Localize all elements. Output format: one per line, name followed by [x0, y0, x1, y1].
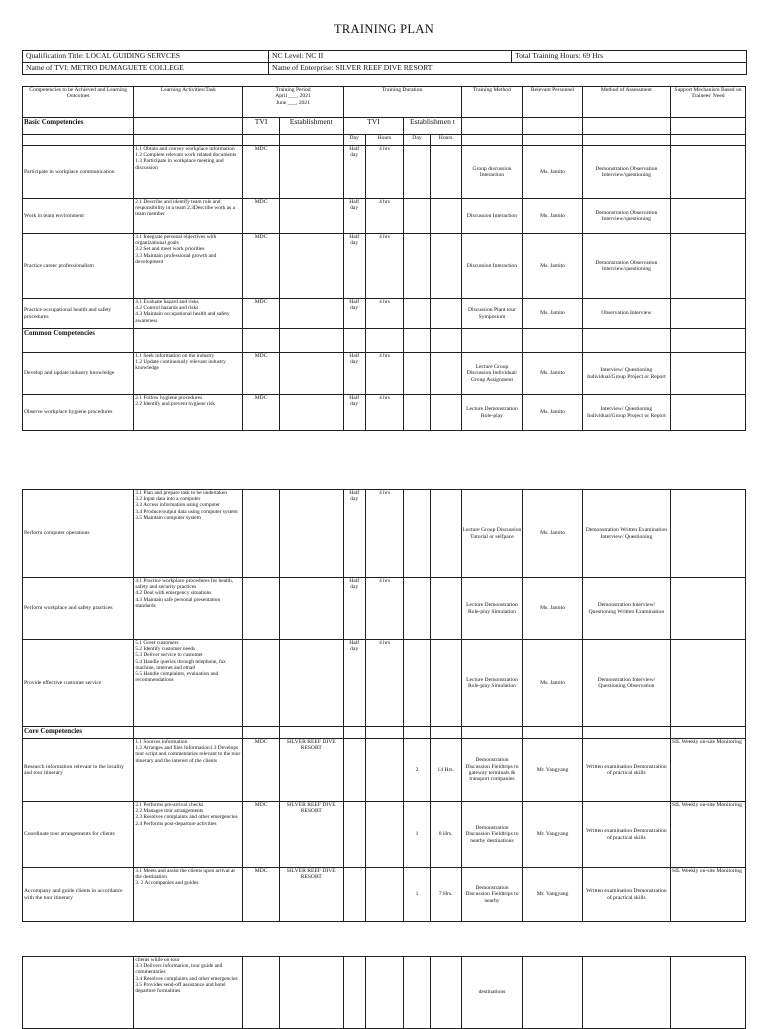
plan-row [23, 199, 746, 234]
assessment-method-cell: Written examination Demonstration of practical skills [582, 802, 670, 868]
learning-activities-cell: 3.1 Meets and assist the clients upon arrival at the destination 3. 2 Accompanies and guides [134, 868, 243, 922]
tvi-day-cell: Half day [343, 299, 365, 329]
training-method-cell: Group discussion Interaction [461, 146, 523, 199]
support-mechanism-cell: SIL Weekly on-site Monitoring [670, 802, 745, 868]
tvi-hours-cell [365, 957, 404, 1029]
subheader-hours: Hours [365, 135, 404, 146]
support-mechanism-cell [670, 490, 745, 578]
support-mechanism-cell [670, 578, 745, 640]
establishment-hours-cell [430, 199, 461, 234]
assessment-method-cell: Demonstration Observation Interview/questioning [582, 146, 670, 199]
assessment-method-cell: Demonstration Interview/ Questioning Written Examination [582, 578, 670, 640]
plan-row [23, 578, 746, 640]
learning-activities-cell: 4.1 Practice workplace procedures for health, safety and security practices 4.2 Deal with emergency situations 4.3 Maintain safe personal presentation standards [134, 578, 243, 640]
header-training-duration: Training Duration [343, 87, 461, 118]
subheader-duration-tvi: TVI [343, 118, 404, 135]
header-relevant-personnel: Relevant Personnel [523, 87, 583, 118]
training-period-establishment-cell: SILVER REEF DIVE RESORT [279, 739, 343, 802]
competency-cell: Research information relevant to the locality and tour itinerary [23, 739, 134, 802]
support-mechanism-cell: SIL Weekly on-site Monitoring [670, 739, 745, 802]
establishment-day-cell [404, 490, 430, 578]
relevant-personnel-cell: Ms. Jamito [523, 199, 583, 234]
establishment-hours-cell [430, 299, 461, 329]
subheader-day: Day [343, 135, 365, 146]
learning-activities-cell: 1.1 Sources information 1.2 Arranges and files Information1.3 Develops tour script and commentaries relevant to the tour itinerary and the interest of the clients [134, 739, 243, 802]
establishment-day-cell: 1 [404, 868, 430, 922]
support-mechanism-cell [670, 146, 745, 199]
training-method-cell: Lecture Demonstration Role-play [461, 395, 523, 431]
tvi-hours-cell: 4 hrs [365, 640, 404, 727]
relevant-personnel-cell: Ms. Jamito [523, 146, 583, 199]
plan-row [23, 234, 746, 299]
establishment-hours-cell [430, 146, 461, 199]
tvi-day-cell [343, 868, 365, 922]
competency-cell: Practice occupational health and safety procedures [23, 299, 134, 329]
learning-activities-cell: 3.1 Integrate personal objectives with organizational goals 3.2 Set and meet work priorities 3.3 Maintain professional growth and development [134, 234, 243, 299]
training-period-establishment-cell [279, 957, 343, 1029]
establishment-hours-cell [430, 234, 461, 299]
establishment-day-cell [404, 199, 430, 234]
tvi-day-cell: Half day [343, 234, 365, 299]
plan-row [23, 739, 746, 802]
training-method-cell: Lecture Group Discussion Individual/ Group Assignment [461, 353, 523, 395]
training-period-tvi-cell: MDC [243, 739, 279, 802]
assessment-method-cell: Demonstration Observation Interview/questioning [582, 199, 670, 234]
subheader-establishment: Establishment [279, 118, 343, 135]
tvi-hours-cell [365, 868, 404, 922]
support-mechanism-cell [670, 395, 745, 431]
relevant-personnel-cell: Mr. Yangyang [523, 868, 583, 922]
establishment-day-cell [404, 395, 430, 431]
establishment-hours-cell [430, 490, 461, 578]
tvi-day-cell: Half day [343, 395, 365, 431]
plan-row [23, 299, 746, 329]
support-mechanism-cell [670, 234, 745, 299]
header-training-period: Training Period April ___, 2021 June ___, 2021 [243, 87, 343, 118]
nc-level: NC Level: NC II [269, 51, 512, 63]
support-mechanism-cell [670, 957, 745, 1029]
tvi-hours-cell [365, 802, 404, 868]
learning-activities-cell: 5.1 Greet customers 5.2 Identify customer needs 5.3 Deliver service to customer 5.4 Handle queries through telephone, fax machine, internet and email 5.5 Handle complaints, evaluation and recommendations [134, 640, 243, 727]
support-mechanism-cell [670, 199, 745, 234]
tvi-name: Name of TVI: METRO DUMAGUETE COLLEGE [23, 63, 269, 75]
training-period-tvi-cell: MDC [243, 353, 279, 395]
training-period-establishment-cell [279, 353, 343, 395]
relevant-personnel-cell [523, 957, 583, 1029]
assessment-method-cell: Interview/ Questioning Individual/Group Project or Report [582, 353, 670, 395]
tvi-hours-cell: 4 hrs [365, 234, 404, 299]
plan-row [23, 868, 746, 922]
training-method-cell: Lecture Demonstration Role-play Simulation [461, 578, 523, 640]
subheader-day: Day [404, 135, 430, 146]
tvi-hours-cell: 4 hrs [365, 490, 404, 578]
competency-cell: Provide effective customer service [23, 640, 134, 727]
competency-cell: Observe workplace hygiene procedures [23, 395, 134, 431]
learning-activities-cell: clients while on tour 3.3 Delivers information, tour guide and commentaries 3.4 Resolves complaints and other emergencies 3.5 Provides send-off assistance and hotel departure formalities [134, 957, 243, 1029]
competency-cell: Develop and update industry knowledge [23, 353, 134, 395]
tvi-day-cell [343, 957, 365, 1029]
training-period-establishment-cell [279, 578, 343, 640]
header-competencies: Competencies to be Achieved and Learning Outcomes [23, 87, 134, 118]
relevant-personnel-cell: Ms. Jamito [523, 395, 583, 431]
establishment-day-cell [404, 957, 430, 1029]
training-period-establishment-cell [279, 199, 343, 234]
training-period-tvi-cell: MDC [243, 868, 279, 922]
assessment-method-cell: Observation Interview [582, 299, 670, 329]
establishment-day-cell [404, 353, 430, 395]
relevant-personnel-cell: Ms. Jamito [523, 353, 583, 395]
relevant-personnel-cell: Mr. Yangyang [523, 802, 583, 868]
info-table [22, 50, 747, 75]
training-period-tvi-cell: MDC [243, 199, 279, 234]
plan-row [23, 395, 746, 431]
relevant-personnel-cell: Ms. Jamito [523, 234, 583, 299]
tvi-day-cell [343, 802, 365, 868]
training-method-cell: Discussion Interaction [461, 234, 523, 299]
plan-row [23, 490, 746, 578]
training-method-cell: Discussion Plant tour Symposium [461, 299, 523, 329]
training-plan-table-3 [22, 956, 746, 1029]
training-period-establishment-cell [279, 146, 343, 199]
establishment-hours-cell: 7 Hrs. [430, 868, 461, 922]
training-period-establishment-cell: SILVER REEF DIVE RESORT [279, 868, 343, 922]
tvi-hours-cell: 4 hrs [365, 353, 404, 395]
tvi-hours-cell [365, 739, 404, 802]
plan-row [23, 957, 746, 1029]
learning-activities-cell: 4.1 Evaluate hazard and risks 4.2 Control hazards and risks 4.3 Maintain occupational health and safety awareness [134, 299, 243, 329]
subheader-hours: Hours [430, 135, 461, 146]
learning-activities-cell: 3.1 Plan and prepare task to be undertaken 3.2 Input data into a computer 3.3 Access information using computer 3.4 Produce/output data using computer system 3.5 Maintain computer system [134, 490, 243, 578]
support-mechanism-cell [670, 640, 745, 727]
establishment-hours-cell: 8 Hrs. [430, 802, 461, 868]
relevant-personnel-cell: Ms. Jamito [523, 640, 583, 727]
learning-activities-cell: 2.1 Performs pre-arrival checks 2.2 Manages tour arrangements 2.3 Resolves complaints and other emergencies 2.4 Performs post-departure activities [134, 802, 243, 868]
competency-cell: Perform computer operations [23, 490, 134, 578]
learning-activities-cell: 1.1 Seek information on the industry 1.2 Update continuously relevant industry knowledge [134, 353, 243, 395]
tvi-day-cell: Half day [343, 640, 365, 727]
establishment-hours-cell [430, 353, 461, 395]
training-period-establishment-cell [279, 395, 343, 431]
establishment-hours-cell [430, 640, 461, 727]
training-plan-table-2 [22, 489, 746, 922]
tvi-day-cell: Half day [343, 578, 365, 640]
header-method-of-assessment: Method of Assessment [582, 87, 670, 118]
tvi-hours-cell: 4 hrs [365, 395, 404, 431]
plan-row [23, 640, 746, 727]
relevant-personnel-cell: Ms. Jamito [523, 490, 583, 578]
competency-cell: Accompany and guide clients in accordance with the tour itinerary [23, 868, 134, 922]
support-mechanism-cell: SIL Weekly on-site Monitoring [670, 868, 745, 922]
training-method-cell: Discussion Interaction [461, 199, 523, 234]
section-basic-competencies: Basic Competencies [23, 118, 134, 135]
assessment-method-cell: Demonstration Interview/ Questioning Observation [582, 640, 670, 727]
training-period-establishment-cell [279, 234, 343, 299]
tvi-hours-cell: 4 hrs [365, 199, 404, 234]
support-mechanism-cell [670, 353, 745, 395]
assessment-method-cell: Interview/ Questioning Individual/Group Project or Report [582, 395, 670, 431]
establishment-day-cell [404, 640, 430, 727]
learning-activities-cell: 2.1 Follow hygiene procedures 2.2 Identify and prevent hygiene risk [134, 395, 243, 431]
relevant-personnel-cell: Ms. Jamito [523, 578, 583, 640]
total-training-hours: Total Training Hours: 69 Hrs [512, 51, 747, 63]
training-period-tvi-cell [243, 957, 279, 1029]
competency-cell: Work in team environment [23, 199, 134, 234]
competency-cell: Coordinate tour arrangements for clients [23, 802, 134, 868]
establishment-day-cell [404, 299, 430, 329]
assessment-method-cell: Demonstration Written Examination Interview/ Questioning [582, 490, 670, 578]
competency-cell: Participate in workplace communication [23, 146, 134, 199]
training-period-tvi-cell [243, 490, 279, 578]
training-period-tvi-cell: MDC [243, 234, 279, 299]
subheader-tvi: TVI [243, 118, 279, 135]
establishment-day-cell [404, 234, 430, 299]
training-period-establishment-cell [279, 640, 343, 727]
tvi-day-cell: Half day [343, 146, 365, 199]
competency-cell: Practice career professionalism [23, 234, 134, 299]
tvi-day-cell: Half day [343, 199, 365, 234]
training-period-tvi-cell: MDC [243, 802, 279, 868]
assessment-method-cell: Written examination Demonstration of practical skills [582, 739, 670, 802]
section-core-competencies: Core Competencies [23, 727, 134, 739]
tvi-day-cell: Half day [343, 490, 365, 578]
training-plan-table-1 [22, 86, 746, 431]
training-method-cell: Lecture Group Discussion Tutorial or selfpace [461, 490, 523, 578]
document-title: TRAINING PLAN [333, 22, 435, 36]
establishment-hours-cell [430, 957, 461, 1029]
training-period-tvi-cell [243, 640, 279, 727]
competency-cell: Perform workplace and safety practices [23, 578, 134, 640]
assessment-method-cell: Written examination Demonstration of practical skills [582, 868, 670, 922]
section-common-competencies: Common Competencies [23, 329, 134, 353]
relevant-personnel-cell: Mr. Yangyang [523, 739, 583, 802]
header-activities: Learning Activities/Task [134, 87, 243, 118]
establishment-day-cell [404, 146, 430, 199]
learning-activities-cell: 1.1 Obtain and convey workplace information 1.2 Complete relevant work related documents 1.3 Participate in workplace meeting and discussion [134, 146, 243, 199]
assessment-method-cell [582, 957, 670, 1029]
support-mechanism-cell [670, 299, 745, 329]
tvi-day-cell [343, 739, 365, 802]
establishment-day-cell: 1 [404, 802, 430, 868]
relevant-personnel-cell: Ms. Jamito [523, 299, 583, 329]
assessment-method-cell: Demonstration Observation Interview/questioning [582, 234, 670, 299]
learning-activities-cell: 2.1 Describe and identify team role and responsibility in a team 2.3Describe work as a team member [134, 199, 243, 234]
plan-row [23, 146, 746, 199]
training-period-tvi-cell [243, 578, 279, 640]
plan-row [23, 802, 746, 868]
training-period-tvi-cell: MDC [243, 146, 279, 199]
header-support-mechanism: Support Mechanism Based on Trainees' Need [670, 87, 745, 118]
training-method-cell: Demonstration Discussion Fieldtrips to nearby [461, 868, 523, 922]
training-period-tvi-cell: MDC [243, 395, 279, 431]
competency-cell [23, 957, 134, 1029]
training-period-establishment-cell [279, 299, 343, 329]
tvi-day-cell: Half day [343, 353, 365, 395]
tvi-hours-cell: 4 hrs [365, 578, 404, 640]
tvi-hours-cell: 4 hrs [365, 299, 404, 329]
establishment-hours-cell [430, 395, 461, 431]
training-method-cell: Lecture Demonstration Role-play Simulation [461, 640, 523, 727]
qualification-title: Qualification Title: LOCAL GUIDING SERVCES [23, 51, 269, 63]
training-method-cell: Demonstration Discussion Fieldtrips to gateway terminals & transport companies [461, 739, 523, 802]
establishment-hours-cell [430, 578, 461, 640]
training-period-establishment-cell [279, 490, 343, 578]
header-training-method: Training Method [461, 87, 523, 118]
establishment-hours-cell: 14 Hrs. [430, 739, 461, 802]
establishment-day-cell [404, 578, 430, 640]
subheader-duration-establishment: Establishmen t [404, 118, 461, 135]
plan-row [23, 353, 746, 395]
enterprise-name: Name of Enterprise: SILVER REEF DIVE RESORT [269, 63, 747, 75]
training-period-establishment-cell: SILVER REEF DIVE RESORT [279, 802, 343, 868]
training-method-cell: destinations [461, 957, 523, 1029]
training-method-cell: Demonstration Discussion Fieldtrips to nearby destinations [461, 802, 523, 868]
establishment-day-cell: 2 [404, 739, 430, 802]
training-period-tvi-cell: MDC [243, 299, 279, 329]
tvi-hours-cell: 4 hrs [365, 146, 404, 199]
